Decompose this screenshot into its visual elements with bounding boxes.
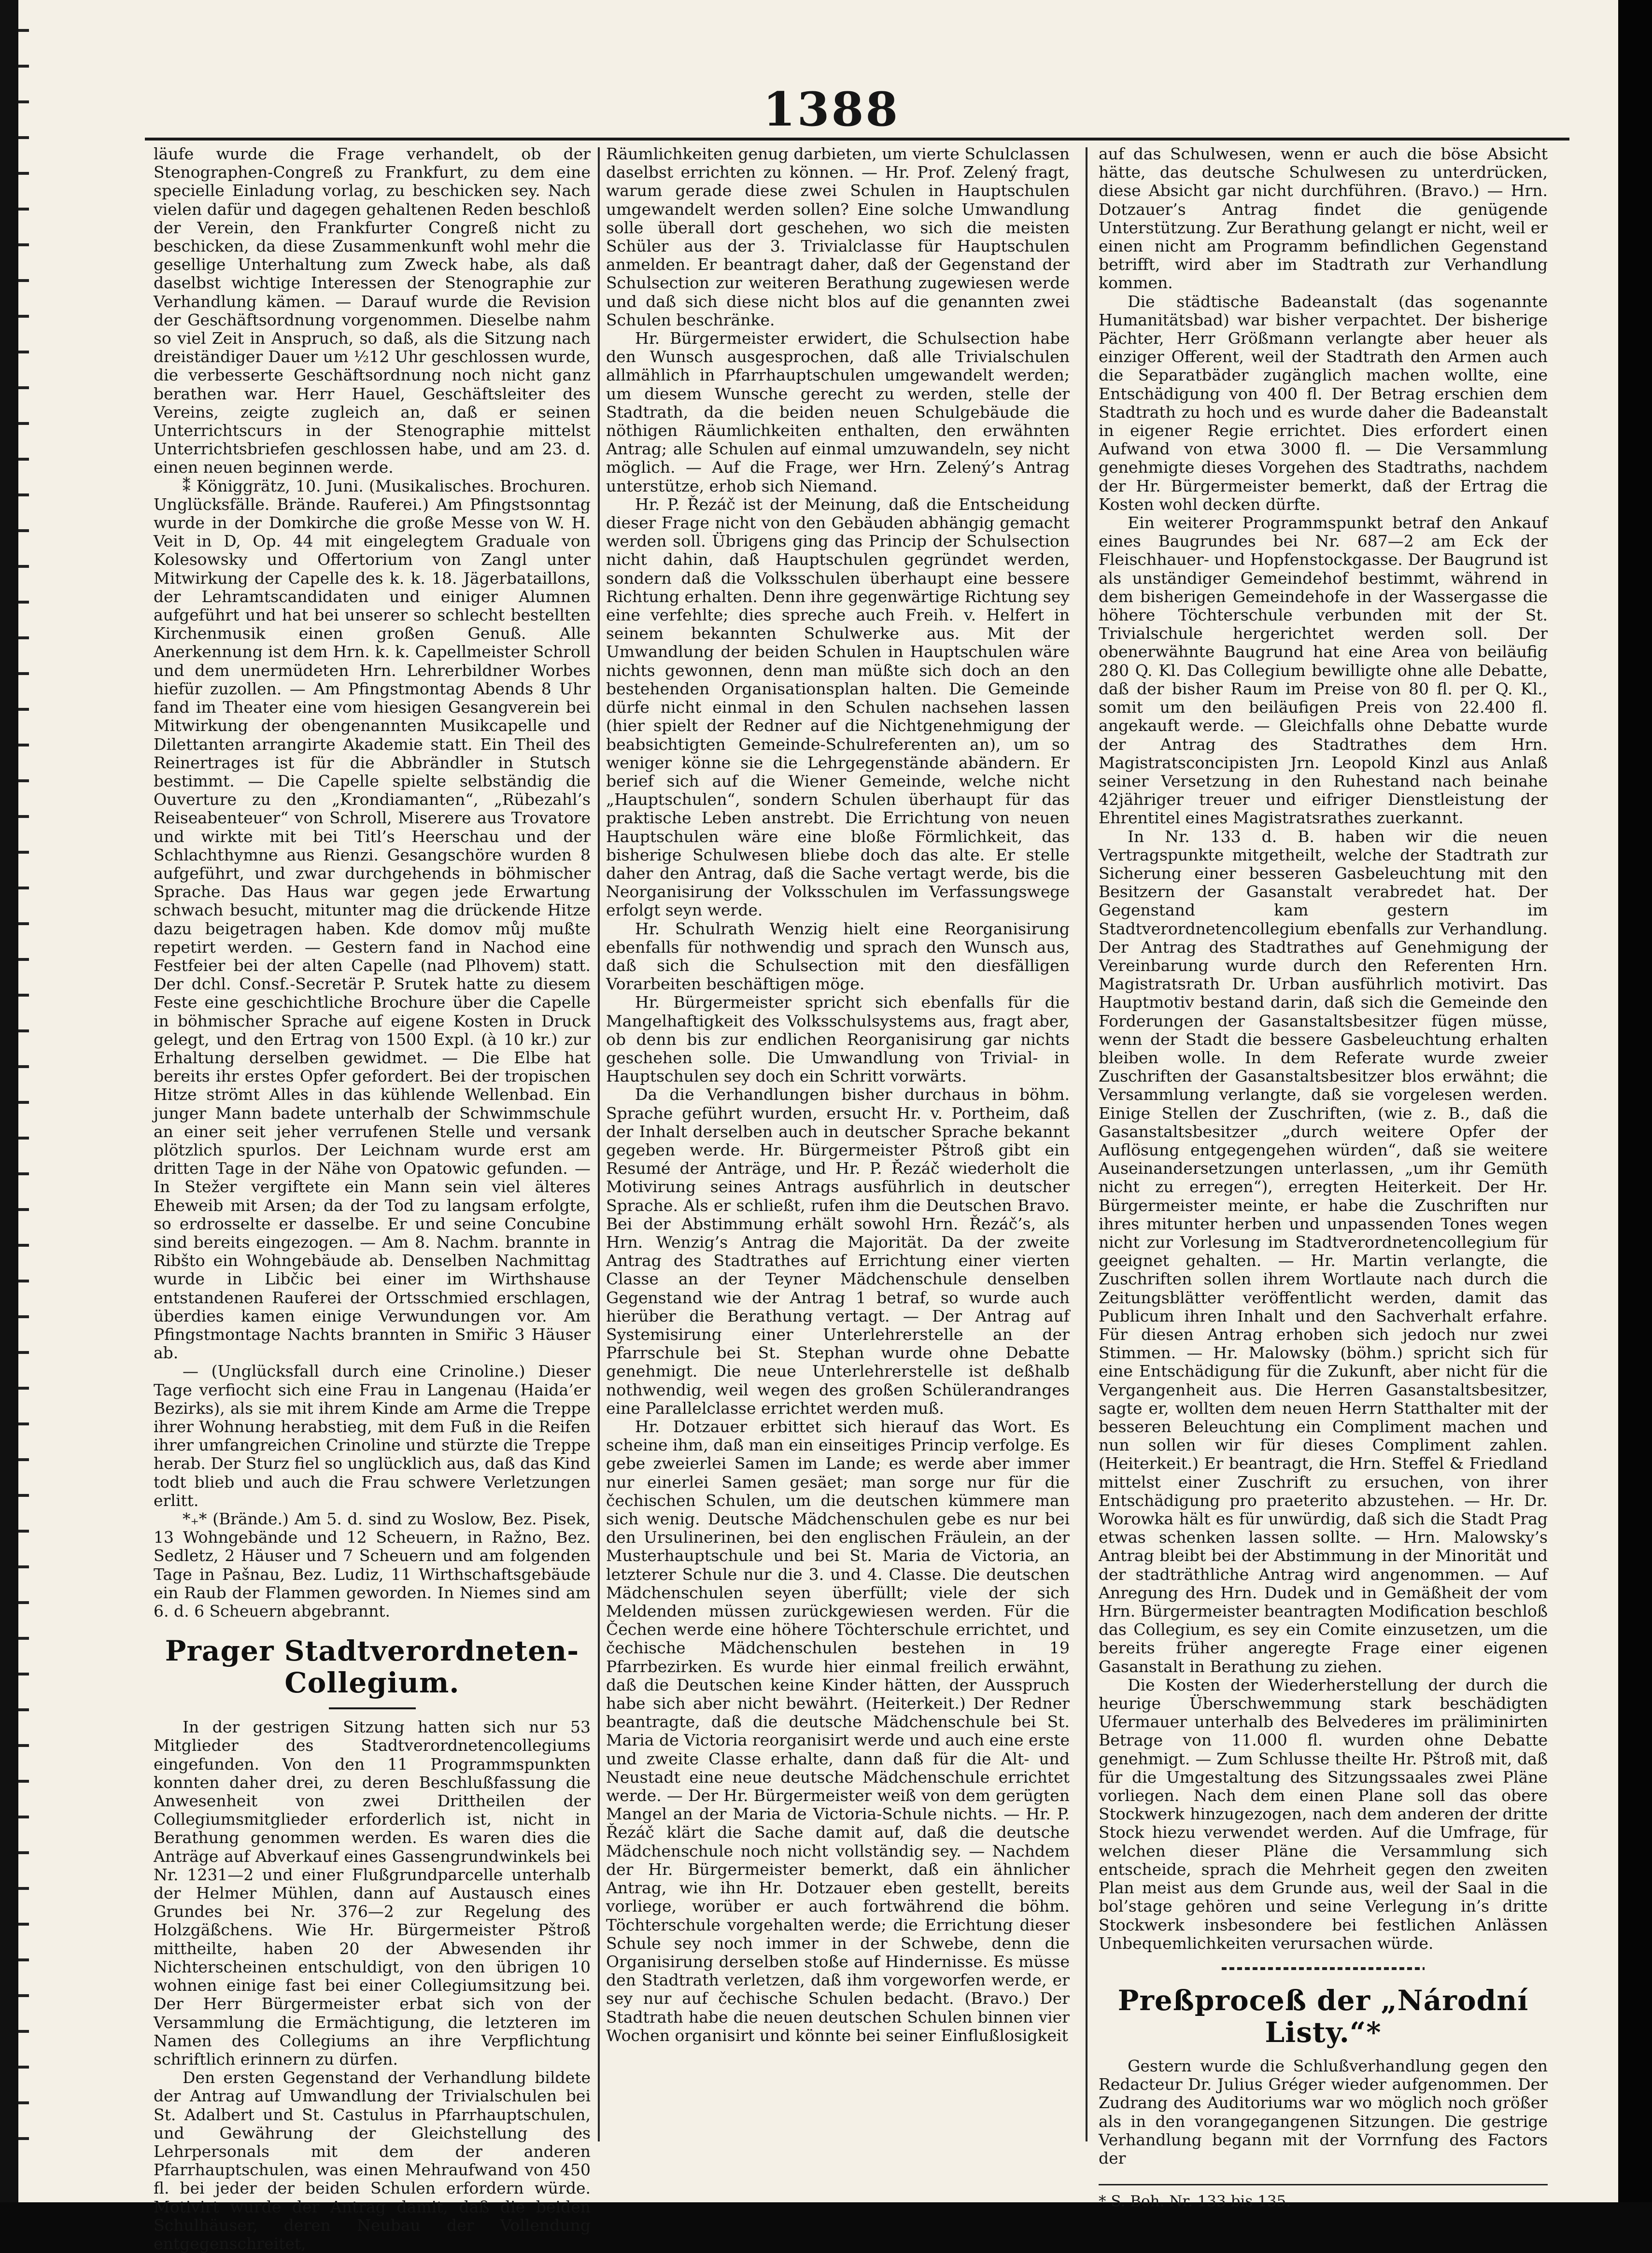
scan-edge-mark bbox=[18, 1101, 29, 1104]
scan-edge-mark bbox=[18, 1708, 29, 1711]
footnote: * S. Boh. Nr. 133 bis 135. bbox=[1099, 2184, 1548, 2211]
scan-edge-mark bbox=[18, 208, 29, 211]
scan-edge-mark bbox=[18, 1029, 29, 1032]
scan-edge-mark bbox=[18, 1172, 29, 1175]
paragraph: — (Unglücksfall durch eine Crinoline.) Dieser Tage verfiocht sich eine Frau in Langenau (Haida’er Bezirks), als sie mit ihrem Kinde am Arme die Treppe ihrer Wohnung herabstieg, mit dem Fuß in die Reifen ihrer umfangreichen Crinoline und stürzte die Treppe herab. Der Sturz fiel so unglücklich aus, daß das Kind todt blieb und auch die Frau schwere Verletzungen erlitt. bbox=[154, 1362, 591, 1510]
scan-edge-mark bbox=[18, 351, 29, 353]
column-divider bbox=[598, 147, 600, 2141]
paragraph: auf das Schulwesen, wenn er auch die böse Absicht hätte, das deutsche Schulwesen zu unterdrücken, diese Absicht gar nicht durchführen. (Bravo.) — Hrn. Dotzauer’s Antrag findet die genügende Unterstützung. Zur Berathung gelangt er nicht, weil er einen nicht am Programm befindlichen Gegenstand betrifft, wird aber im Stadtrath zur Verhandlung kommen. bbox=[1099, 144, 1548, 293]
scan-edge-mark bbox=[18, 708, 29, 711]
scan-left-border bbox=[0, 0, 18, 2202]
scan-edge-mark bbox=[18, 1244, 29, 1247]
scan-edge-mark bbox=[18, 458, 29, 461]
scan-edge-mark bbox=[18, 851, 29, 854]
section-heading: Prager Stadtverordneten-Collegium. bbox=[165, 1634, 579, 1700]
scan-edge-mark bbox=[18, 1958, 29, 1961]
paragraph: Hr. Bürgermeister spricht sich ebenfalls für die Mangelhaftigkeit des Volksschulsystems aus, fragt aber, ob denn bis zur endlichen Reorganisirung gar nichts geschehen solle. Die Umwandlung von Trivial- in Hauptschulen sey doch ein Schritt vorwärts. bbox=[606, 993, 1070, 1086]
page-number: 1388 bbox=[763, 82, 900, 137]
scan-edge-mark bbox=[18, 779, 29, 782]
scan-edge-mark bbox=[18, 636, 29, 639]
scan-edge-mark bbox=[18, 815, 29, 818]
section-end-rule bbox=[1222, 1967, 1425, 1970]
scan-edge-mark bbox=[18, 1637, 29, 1640]
column-2 bbox=[606, 145, 1070, 2144]
paragraph: ⁑ Königgrätz, 10. Juni. (Musikalisches. Brochuren. Unglücksfälle. Brände. Rauferei.) Am Pfingstsonntag wurde in der Domkirche die große Messe von W. H. Veit in D, Op. 44 mit eingelegtem Graduale von Kolesowsky und Offertorium von Zangl unter Mitwirkung der Capelle des k. k. 18. Jägerbataillons, der Lehramtscandidaten und einiger Alumnen aufgeführt und hat bei unserer so schlecht bestellten Kirchenmusik einen großen Genuß. Alle Anerkennung ist dem Hrn. k. k. Capellmeister Schroll und dem unermüdeten Hrn. Lehrerbildner Worbes hiefür zuzollen. — Am Pfingstmontag Abends 8 Uhr fand im Theater eine vom hiesigen Gesangverein bei Mitwirkung der obengenannten Musikcapelle und Dilettanten arrangirte Akademie statt. Ein Theil des Reinertrages ist für die Abbrändler in Stutsch bestimmt. — Die Capelle spielte selbständig die Ouverture zu den „Krondiamanten“, „Rübezahl’s Reiseabenteuer“ von Schroll, Miserere aus Trovatore und wirkte mit bei Titl’s Heerschau und der Schlachthymne aus Rienzi. Gesangschöre wurden 8 aufgeführt, und zwar durchgehends in böhmischer Sprache. Das Haus war gegen jede Erwartung schwach besucht, mitunter mag die drückende Hitze dazu beigetragen haben. Kde domov můj mußte repetirt werden. — Gestern fand in Nachod eine Festfeier bei der alten Capelle (nad Plhovem) statt. Der dchl. Consf.-Secretär P. Srutek hatte zu diesem Feste eine geschichtliche Brochure über die Capelle in böhmischer Sprache auf eigene Kosten in Druck gelegt, und den Ertrag von 1500 Expl. (à 10 kr.) zur Erhaltung derselben gewidmet. — Die Elbe hat bereits ihr erstes Opfer gefordert. Bei der tropischen Hitze strömt Alles in das kühlende Wellenbad. Ein junger Mann badete unterhalb der Schwimmschule an einer seit jeher verrufenen Stelle und versank plötzlich spurlos. Der Leichnam wurde erst am dritten Tage in der Nähe von Opatowic gefunden. — In Stežer vergiftete ein Mann sein viel älteres Eheweib mit Arsen; da der Tod zu langsam erfolgte, so erdrosselte er dasselbe. Er und seine Concubine sind bereits eingezogen. — Am 8. Nachm. brannte in Ribšto ein Wohngebäude ab. Denselben Nachmittag wurde in Libčic bei einer im Wirthshause entstandenen Rauferei der Ortsschmied erschlagen, überdies kamen einige Verwundungen vor. Am Pfingstmontage Nachts brannten in Smiřic 3 Häuser ab. bbox=[154, 476, 591, 1363]
section-heading: Preßproceß der „Národní Listy.“* bbox=[1117, 1984, 1529, 2049]
paragraph: Die städtische Badeanstalt (das sogenannte Humanitätsbad) war bisher verpachtet. Der bisherige Pächter, Herr Größmann verlangte aber heuer als einziger Offerent, weil der Stadtrath den Armen auch die Separatbäder zugänglich machen wollte, eine Entschädigung von 400 fl. Der Betrag erschien dem Stadtrath zu hoch und es wurde daher die Badeanstalt in eigener Regie errichtet. Dies erfordert einen Aufwand von etwa 3000 fl. — Die Versammlung genehmigte dieses Vorgehen des Stadtraths, nachdem der Hr. Bürgermeister bemerkt, daß der Ertrag die Kosten wohl decken dürfte. bbox=[1099, 292, 1548, 514]
scan-edge-mark bbox=[18, 2137, 29, 2140]
scan-edge-mark bbox=[18, 315, 29, 318]
paragraph: Den ersten Gegenstand der Verhandlung bildete der Antrag auf Umwandlung der Trivialschulen bei St. Adalbert und St. Castulus in Pfarrhauptschulen, und Gewährung der Gleichstellung des Lehrpersonals mit dem der anderen Pfarrhauptschulen, was einen Mehraufwand von 450 fl. bei jeder der beiden Schulen erfordern würde. Motivirt wurde der Antrag damit, daß die beiden Schulhäuser, deren Neubau der Vollendung entgegenschreitet, bbox=[154, 2068, 591, 2253]
scan-edge-mark bbox=[18, 529, 29, 532]
scan-edge-mark bbox=[18, 2066, 29, 2069]
scan-edge-mark bbox=[18, 601, 29, 604]
scan-edge-mark bbox=[18, 1137, 29, 1140]
scan-edge-mark bbox=[18, 29, 29, 32]
scan-edge-mark bbox=[18, 1744, 29, 1747]
heading-rule bbox=[329, 1707, 416, 1709]
scan-edge-mark bbox=[18, 493, 29, 496]
column-divider bbox=[1086, 147, 1087, 2141]
scan-edge-mark bbox=[18, 1994, 29, 1997]
paragraph: Die Kosten der Wiederherstellung der durch die heurige Überschwemmung stark beschädigten Ufermauer unterhalb des Belvederes im präliminirten Betrage von 11.000 fl. wurden ohne Debatte genehmigt. — Zum Schlusse theilte Hr. Pštroß mit, daß für die Umgestaltung des Sitzungssaales zwei Pläne vorliegen. Nach dem einen Plane soll das obere Stockwerk hinzugezogen, nach dem anderen der dritte Stock hiezu verwendet werden. Auf die Umfrage, für welchen dieser Pläne die Versammlung sich entscheide, sprach die Mehrheit gegen den zweiten Plan meist aus dem Grunde aus, weil der Saal in die bol’stage gehören und seine Verlegung in’s dritte Stockwerk insbesondere bei festlichen Anlässen Unbequemlichkeiten verursachen würde. bbox=[1099, 1675, 1548, 1953]
scan-edge-mark bbox=[18, 2101, 29, 2104]
scan-edge-marks bbox=[18, 29, 32, 2173]
scan-edge-mark bbox=[18, 100, 29, 103]
scan-edge-mark bbox=[18, 136, 29, 139]
paragraph: In der gestrigen Sitzung hatten sich nur 53 Mitglieder des Stadtverordnetencollegiums eingefunden. Von den 11 Programmspunkten konnten daher drei, zu deren Beschlußfassung die Anwesenheit von zwei Drittheilen der Collegiumsmitglieder erforderlich ist, nicht in Berathung genommen werden. Es waren dies die Anträge auf Abverkauf eines Gassengrundwinkels bei Nr. 1231—2 und einer Flußgrundparcelle unterhalb der Helmer Mühlen, dann auf Austausch eines Grundes bei Nr. 376—2 zur Regelung des Holzgäßchens. Wie Hr. Bürgermeister Pštroß mittheilte, haben 20 der Abwesenden ihr Nichterscheinen entschuldigt, von den übrigen 10 wohnen einige fast bei einer Collegiumsitzung bei. Der Herr Bürgermeister erbat sich von der Versammlung die Ermächtigung, die letzteren im Namen des Collegiums an ihre Verpflichtung schriftlich erinnern zu dürfen. bbox=[154, 1718, 591, 2069]
scan-edge-mark bbox=[18, 65, 29, 68]
scan-edge-mark bbox=[18, 1315, 29, 1318]
scan-edge-mark bbox=[18, 887, 29, 889]
scan-edge-mark bbox=[18, 1280, 29, 1282]
scan-edge-mark bbox=[18, 1208, 29, 1211]
scan-edge-mark bbox=[18, 279, 29, 282]
scan-edge-mark bbox=[18, 1887, 29, 1890]
scan-edge-mark bbox=[18, 1387, 29, 1390]
column-3 bbox=[1099, 144, 1548, 2211]
scan-edge-mark bbox=[18, 243, 29, 246]
scan-edge-mark bbox=[18, 744, 29, 746]
scan-edge-mark bbox=[18, 565, 29, 568]
scan-edge-mark bbox=[18, 172, 29, 175]
paragraph: Gestern wurde die Schlußverhandlung gegen den Redacteur Dr. Julius Gréger wieder aufgenommen. Der Zudrang des Auditoriums war wo möglich noch größer als in den vorangegangenen Sitzungen. Die gestrige Verhandlung begann mit der Vorrnfung des Factors der bbox=[1099, 2056, 1548, 2168]
paragraph: läufe wurde die Frage verhandelt, ob der Stenographen-Congreß zu Frankfurt, zu dem eine specielle Einladung vorlag, zu beschicken sey. Nach vielen dafür und dagegen gehaltenen Reden beschloß der Verein, den Frankfurter Congreß nicht zu beschicken, da diese Zusammenkunft wohl mehr die gesellige Unterhaltung zum Zweck habe, als daß daselbst wichtige Interessen der Stenographie zur Verhandlung kämen. — Darauf wurde die Revision der Geschäftsordnung vorgenommen. Dieselbe nahm so viel Zeit in Anspruch, so daß, als die Sitzung nach dreiständiger Dauer um ½12 Uhr geschlossen wurde, die verbesserte Geschäftsordnung noch nicht ganz berathen war. Herr Hauel, Geschäftsleiter des Vereins, zeigte zugleich an, daß er seinen Unterrichtscurs in der Stenographie mittelst Unterrichtsbriefen geschlossen habe, und am 23. d. einen neuen beginnen werde. bbox=[154, 144, 591, 477]
scan-edge-mark bbox=[18, 1601, 29, 1604]
scan-edge-mark bbox=[18, 1351, 29, 1354]
scan-edge-mark bbox=[18, 1923, 29, 1926]
scan-edge-mark bbox=[18, 1530, 29, 1533]
scan-edge-mark bbox=[18, 672, 29, 675]
scan-edge-mark bbox=[18, 1458, 29, 1461]
paragraph: Hr. Schulrath Wenzig hielt eine Reorganisirung ebenfalls für nothwendig und sprach den Wunsch aus, daß sich die Schulsection mit den diesfälligen Vorarbeiten beschäftigen möge. bbox=[606, 919, 1070, 994]
scan-edge-mark bbox=[18, 1422, 29, 1425]
paragraph: In Nr. 133 d. B. haben wir die neuen Vertragspunkte mitgetheilt, welche der Stadtrath zur Sicherung einer besseren Gasbeleuchtung mit den Besitzern der Gasanstalt verabredet hat. Der Gegenstand kam gestern im Stadtverordnetencollegium ebenfalls zur Verhandlung. Der Antrag des Stadtrathes auf Genehmigung der Vereinbarung wurde durch den Referenten Hrn. Magistratsrath Dr. Urban ausführlich motivirt. Das Hauptmotiv bestand darin, daß sich die Gemeinde den Forderungen der Gasanstaltsbesitzer fügen müsse, wenn der Stadt die bessere Gasbeleuchtung erhalten bleiben wolle. In dem Referate wurde zweier Zuschriften der Gasanstaltsbesitzer blos erwähnt; die Versammlung verlangte, daß sie vorgelesen werden. Einige Stellen der Zuschriften, (wie z. B., daß die Gasanstaltsbesitzer „durch weitere Opfer der Auflösung entgegengehen würden“, daß sie weitere Auseinandersetzungen unterlassen, „um ihr Gemüth nicht zu erregen“), erregten Heiterkeit. Der Hr. Bürgermeister meinte, er habe die Zuschriften nur ihres mitunter herben und unpassenden Tones wegen nicht zur Vorlesung im Stadtverordnetencollegium für geeignet gehalten. — Hr. Martin verlangte, die Zuschriften sollen ihrem Wortlaute nach durch die Zeitungsblätter veröffentlicht werden, damit das Publicum ihren Inhalt und den Sachverhalt erfahre. Für diesen Antrag erhoben sich jedoch nur zwei Stimmen. — Hr. Malowsky (böhm.) spricht sich für eine Entschädigung für die Zukunft, aber nicht für die Vergangenheit aus. Die Herren Gasanstaltsbesitzer, sagte er, wollten dem neuen Herrn Statthalter mit der besseren Beleuchtung ein Compliment machen und nun sollen wir für dieses Compliment zahlen. (Heiterkeit.) Er beantragt, die Hrn. Steffel & Friedland mittelst einer Zuschrift zu ersuchen, von ihrer Entschädigung pro praeterito abzustehen. — Hr. Dr. Worowka hält es für unwürdig, daß sich die Stadt Prag etwas schenken lassen sollte. — Hrn. Malowsky’s Antrag bleibt bei der Abstimmung in der Minorität und der stadträthliche Antrag wird angenommen. — Auf Anregung des Hrn. Dudek und in Gemäßheit der vom Hrn. Bürgermeister beantragten Modification beschloß das Collegium, es sey ein Comite einzusetzen, um die bereits früher angeregte Frage einer eigenen Gasanstalt in Berathung zu ziehen. bbox=[1099, 827, 1548, 1676]
column-1 bbox=[154, 144, 591, 2253]
scan-edge-mark bbox=[18, 922, 29, 925]
paragraph: *₊* (Brände.) Am 5. d. sind zu Woslow, Bez. Pisek, 13 Wohngebände und 12 Scheuern, in Ražno, Bez. Sedletz, 2 Häuser und 7 Scheuern und am folgenden Tage in Pašnau, Bez. Ludiz, 11 Wirthschaftsgebäude ein Raub der Flammen geworden. In Niemes sind am 6. d. 6 Scheuern abgebrannt. bbox=[154, 1509, 591, 1621]
scan-edge-mark bbox=[18, 1565, 29, 1568]
paragraph: Da die Verhandlungen bisher durchaus in böhm. Sprache geführt wurden, ersucht Hr. v. Portheim, daß der Inhalt derselben auch in deutscher Sprache bekannt gegeben werde. Hr. Bürgermeister Pštroß gibt ein Resumé der Anträge, und Hr. P. Řezáč wiederholt die Motivirung seines Antrags ausführlich in deutscher Sprache. Als er schließt, rufen ihm die Deutschen Bravo. Bei der Abstimmung erhält sowohl Hrn. Řezáč’s, als Hrn. Wenzig’s Antrag die Majorität. Da der zweite Antrag des Stadtrathes auf Errichtung einer vierten Classe an der Teyner Mädchenschule denselben Gegenstand wie der Antrag 1 betraf, so wurde auch hierüber die Berathung vertagt. — Der Antrag auf Systemisirung einer Unterlehrerstelle an der Pfarrschule bei St. Stephan wurde ohne Debatte genehmigt. Die neue Unterlehrerstelle ist deßhalb nothwendig, weil wegen des großen Schülerandranges eine Parallelclasse errichtet werden muß. bbox=[606, 1085, 1070, 1418]
scan-edge-mark bbox=[18, 1065, 29, 1068]
scan-edge-mark bbox=[18, 1851, 29, 1854]
scan-edge-mark bbox=[18, 1816, 29, 1818]
scan-edge-mark bbox=[18, 2030, 29, 2033]
paragraph: Hr. P. Řezáč ist der Meinung, daß die Entscheidung dieser Frage nicht von den Gebäuden abhängig gemacht werden soll. Übrigens ging das Princip der Schulsection nicht dahin, daß Hauptschulen gegründet werden, sondern daß die Volksschulen überhaupt eine bessere Richtung erhalten. Denn ihre gegenwärtige Richtung sey eine verfehlte; dies spreche auch Freih. v. Helfert in seinem bekannten Schulwerke aus. Mit der Umwandlung der beiden Schulen in Hauptschulen wäre nichts gewonnen, denn man müßte sich doch an den bestehenden Organisationsplan halten. Die Gemeinde dürfe nicht einmal in den Schulen nachsehen lassen (hier spielt der Redner auf die Nichtgenehmigung der beabsichtigten Gemeinde-Schulreferenten an), um so weniger könne sie die Lehrgegenstände abändern. Er berief sich auf die Wiener Gemeinde, welche nicht „Hauptschulen“, sondern Schulen überhaupt für das praktische Leben anstrebt. Die Errichtung von neuen Hauptschulen wäre eine bloße Förmlichkeit, das bisherige Schulwesen bliebe doch das alte. Er stelle daher den Antrag, daß die Sache vertagt werde, bis die Neorganisirung der Volksschulen im Verfassungswege erfolgt seyn werde. bbox=[606, 494, 1070, 920]
scan-edge-mark bbox=[18, 994, 29, 997]
scan-edge-mark bbox=[18, 958, 29, 961]
scan-right-border bbox=[1618, 0, 1652, 2202]
header-rule bbox=[145, 138, 1569, 141]
paragraph: Hr. Bürgermeister erwidert, die Schulsection habe den Wunsch ausgesprochen, daß alle Trivialschulen allmählich in Pfarrhauptschulen umgewandelt werden; um diesem Wunsche gerecht zu werden, stelle der Stadtrath, da die beiden neuen Schulgebäude die nöthigen Räumlichkeiten enthalten, den erwähnten Antrag; alle Schulen auf einmal umzuwandeln, sey nicht möglich. — Auf die Frage, wer Hrn. Zelený’s Antrag unterstütze, erhob sich Niemand. bbox=[606, 329, 1070, 495]
paragraph: Räumlichkeiten genug darbieten, um vierte Schulclassen daselbst errichten zu können. — Hr. Prof. Zelený fragt, warum gerade diese zwei Schulen in Hauptschulen umgewandelt werden sollen? Eine solche Umwandlung solle überall dort geschehen, wo sich die meisten Schüler aus der 3. Trivialclasse für Hauptschulen anmelden. Er beantragt daher, daß der Gegenstand der Schulsection zur weiteren Berathung zugewiesen werde und daß sich diese nicht blos auf die genannten zwei Schulen beschränke. bbox=[606, 144, 1070, 329]
scan-edge-mark bbox=[18, 1780, 29, 1783]
paragraph: Hr. Dotzauer erbittet sich hierauf das Wort. Es scheine ihm, daß man ein einseitiges Princip verfolge. Es gebe zweierlei Samen im Lande; es werde aber immer nur einerlei Samen gesäet; man sorge nur für die čechischen Schulen, um die deutschen kümmere man sich wenig. Deutsche Mädchenschulen gebe es nur bei den Ursulinerinen, bei den englischen Fräulein, an der Musterhauptschule und bei St. Maria de Victoria, an letzterer Schule nur die 3. und 4. Classe. Die deutschen Mädchenschulen seyen überfüllt; viele der sich Meldenden müssen zurückgewiesen werden. Für die Čechen werde eine höhere Töchterschule errichtet, und čechische Mädchenschulen bestehen in 19 Pfarrbezirken. Es wurde hier einmal freilich erwähnt, daß die Deutschen keine Kinder hätten, der Ausspruch habe sich aber nicht bewährt. (Heiterkeit.) Der Redner beantragte, daß die deutsche Mädchenschule bei St. Maria de Victoria reorganisirt werde und auch eine erste und zweite Classe erhalte, dann daß für die Alt- und Neustadt eine neue deutsche Mädchenschule errichtet werde. — Der Hr. Bürgermeister weiß von dem gerügten Mangel an der Maria de Victoria-Schule nichts. — Hr. P. Řezáč klärt die Sache damit auf, daß die deutsche Mädchenschule noch nicht vollständig sey. — Nachdem der Hr. Bürgermeister bemerkt, daß ein ähnlicher Antrag, wie ihn Hr. Dotzauer eben gestellt, bereits vorliege, worüber er auch fortwährend die böhm. Töchterschule vorgehalten werde; die Errichtung dieser Schule sey noch immer in der Schwebe, denn die Organisirung derselben stoße auf Hindernisse. Es müsse den Stadtrath verletzen, daß ihm vorgeworfen werde, er sey nur auf čechische Schulen bedacht. (Bravo.) Der Stadtrath habe die neuen deutschen Schulen binnen vier Wochen organisirt und könnte bei seiner Einflußlosigkeit bbox=[606, 1417, 1070, 2045]
scan-edge-mark bbox=[18, 422, 29, 425]
scan-edge-mark bbox=[18, 1673, 29, 1676]
paragraph: Ein weiterer Programmspunkt betraf den Ankauf eines Baugrundes bei Nr. 687—2 am Eck der Fleischhauer- und Hopfenstockgasse. Der Baugrund ist als unständiger Gemeindehof bestimmt, während in dem bisherigen Gemeindehofe in der Wassergasse die höhere Töchterschule verbunden mit der St. Trivialschule hergerichtet werden soll. Der obenerwähnte Baugrund hat eine Area von beiläufig 280 Q. Kl. Das Collegium bewilligte ohne alle Debatte, daß der bisher Raum im Preise von 80 fl. per Q. Kl., somit um den beiläufigen Preis von 22.400 fl. angekauft werde. — Gleichfalls ohne Debatte wurde der Antrag des Stadtrathes dem Hrn. Magistratsconcipisten Jrn. Leopold Kinzl aus Anlaß seiner Versetzung in den Ruhestand nach beinahe 42jähriger treuer und eifriger Dienstleistung der Ehrentitel eines Magistratsrathes zuerkannt. bbox=[1099, 513, 1548, 828]
scan-edge-mark bbox=[18, 386, 29, 389]
scan-edge-mark bbox=[18, 1494, 29, 1497]
